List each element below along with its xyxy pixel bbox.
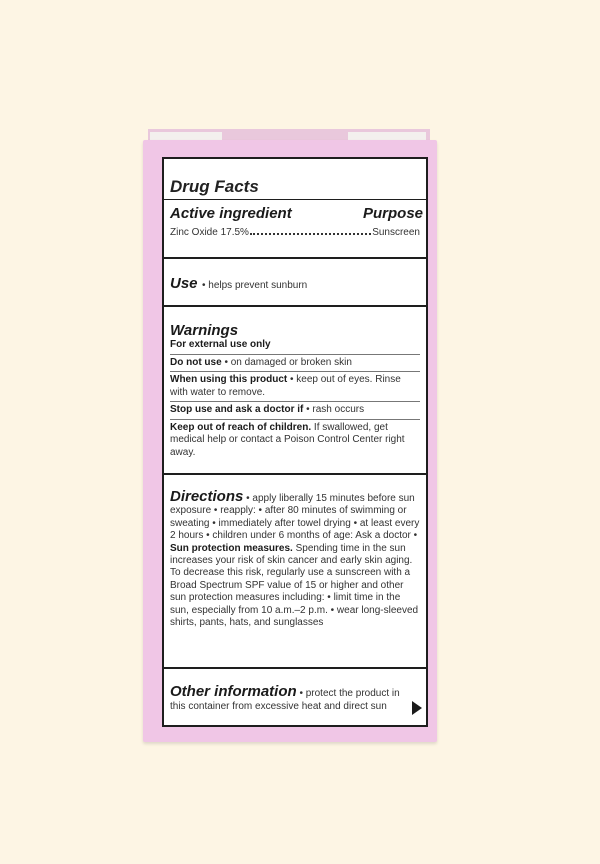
other-information-text: • protect the product in this container from excessive heat and direct sun	[170, 688, 400, 712]
directions-header: Directions	[170, 488, 244, 505]
other-information-section	[164, 685, 426, 713]
directions-section	[164, 488, 426, 629]
use-text: • helps prevent sunburn	[201, 280, 308, 291]
use-header: Use	[170, 275, 198, 292]
directions-text-1: • apply liberally 15 minutes before sun exposure • reapply: • after 80 minutes of swimming or sweating • immediately after towel drying • at least every 2 hours • children under 6 months of age: Ask a doctor •	[170, 493, 420, 542]
when-using-label: When using this product	[170, 374, 288, 385]
other-information-header: Other information	[170, 683, 297, 700]
do-not-use-text: • on damaged or broken skin	[224, 356, 352, 368]
section-divider	[164, 667, 426, 669]
keep-out-row	[170, 419, 420, 460]
use-section	[164, 275, 426, 293]
purpose-header: Purpose	[362, 205, 423, 222]
triangle-right-arrow-icon	[412, 701, 422, 715]
do-not-use-label: Do not use	[170, 356, 222, 368]
title-divider	[164, 199, 426, 200]
ingredient-row	[164, 227, 426, 240]
ingredient-name: Zinc Oxide 17.5%	[170, 227, 249, 238]
warnings-section	[164, 322, 426, 459]
section-divider	[164, 473, 426, 475]
section-divider	[164, 257, 426, 259]
stop-use-label: Stop use and ask a doctor if	[170, 404, 304, 415]
stop-use-text: • rash occurs	[306, 404, 365, 415]
stop-use-row	[170, 401, 420, 417]
keep-out-text: If swallowed, get medical help or contact a Poison Control Center right away.	[170, 421, 405, 458]
warnings-header: Warnings	[170, 322, 239, 339]
active-ingredient-header-row	[164, 205, 426, 222]
drug-facts-title: Drug Facts	[170, 177, 259, 196]
directions-text-2: Spending time in the sun increases your risk of skin cancer and early skin aging. To decrease this risk, regularly use a sunscreen with a Broad Spectrum SPF value of 15 or higher and other sun protection measures including: • limit time in the sun, especially from 10 a.m.–2 p.m. • wear long-sleeved shirts, pants, hats, and sunglasses	[170, 542, 419, 629]
section-divider	[164, 305, 426, 307]
do-not-use-row	[170, 354, 420, 370]
external-use-only: For external use only	[170, 339, 271, 350]
ingredient-purpose: Sunscreen	[372, 227, 420, 238]
when-using-row	[170, 371, 420, 399]
when-using-text: • keep out of eyes. Rinse with water to remove.	[170, 374, 401, 398]
leader-dots	[250, 233, 371, 235]
drug-facts-panel	[162, 157, 428, 727]
keep-out-label: Keep out of reach of children.	[170, 421, 312, 433]
active-ingredient-header: Active ingredient	[170, 205, 292, 222]
drug-facts-section	[164, 177, 426, 197]
sun-protection-label: Sun protection measures.	[170, 542, 293, 554]
